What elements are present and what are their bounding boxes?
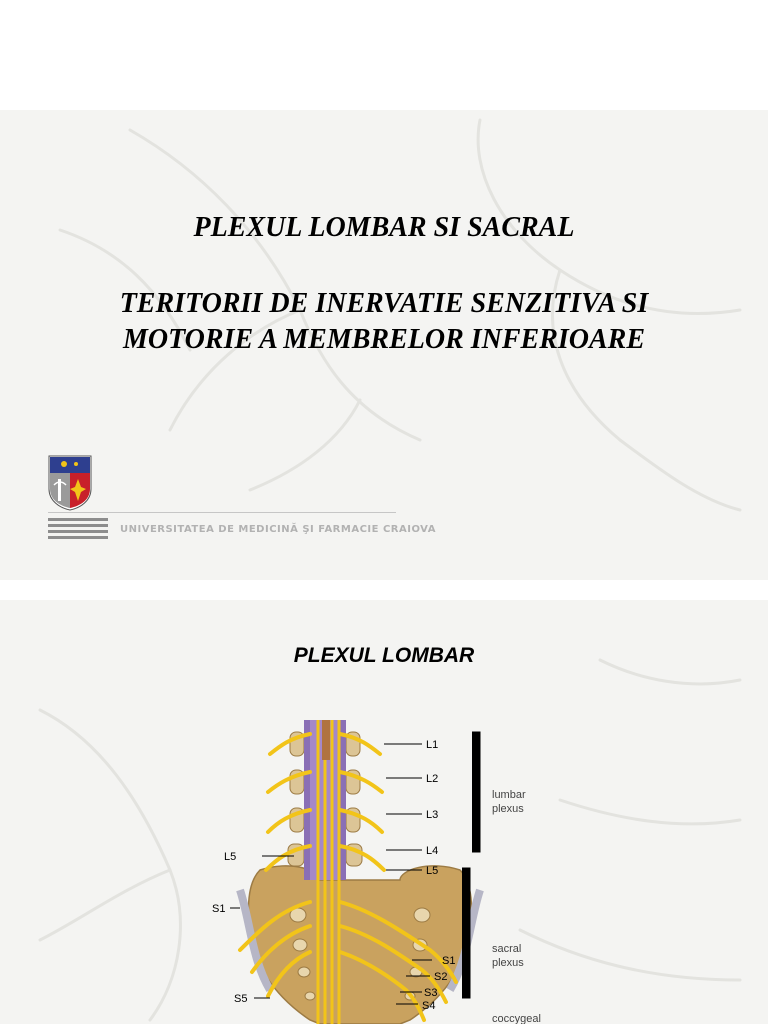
label-l5-right: L5 (426, 865, 439, 877)
label-s2: S2 (434, 971, 448, 983)
group-sacral-line2: plexus (492, 957, 524, 969)
label-l3: L3 (426, 809, 439, 821)
university-name: UNIVERSITATEA DE MEDICINĂ ŞI FARMACIE CRAIOVA (120, 524, 436, 535)
university-crest-logo (48, 455, 92, 511)
label-l5-left: L5 (224, 851, 237, 863)
label-s5: S5 (234, 993, 248, 1005)
label-s4: S4 (422, 1000, 436, 1012)
label-l2: L2 (426, 773, 439, 785)
label-s1-left: S1 (212, 903, 226, 915)
slide-subtitle (0, 286, 768, 358)
group-sacral-line1: sacral (492, 943, 522, 955)
slide-title: PLEXUL LOMBAR SI SACRAL (193, 212, 575, 243)
subtitle-line-1: TERITORII DE INERVATIE SENZITIVA SI (119, 288, 649, 319)
slide-title: PLEXUL LOMBAR (293, 644, 475, 667)
group-lumbar-line1: lumbar (492, 789, 526, 801)
label-l4: L4 (426, 845, 439, 857)
label-s3: S3 (424, 987, 438, 999)
group-coccygeal: coccygeal (492, 1013, 541, 1024)
label-l1: L1 (426, 739, 439, 751)
university-stripes (48, 518, 108, 542)
title-slide (0, 110, 768, 580)
label-s1-right: S1 (442, 955, 456, 967)
subtitle-line-2: MOTORIE A MEMBRELOR INFERIOARE (122, 324, 646, 355)
group-lumbar-line2: plexus (492, 803, 524, 815)
lumbosacral-plexus-diagram (200, 720, 560, 1024)
plexus-slide (0, 600, 768, 1024)
university-divider (48, 512, 396, 513)
